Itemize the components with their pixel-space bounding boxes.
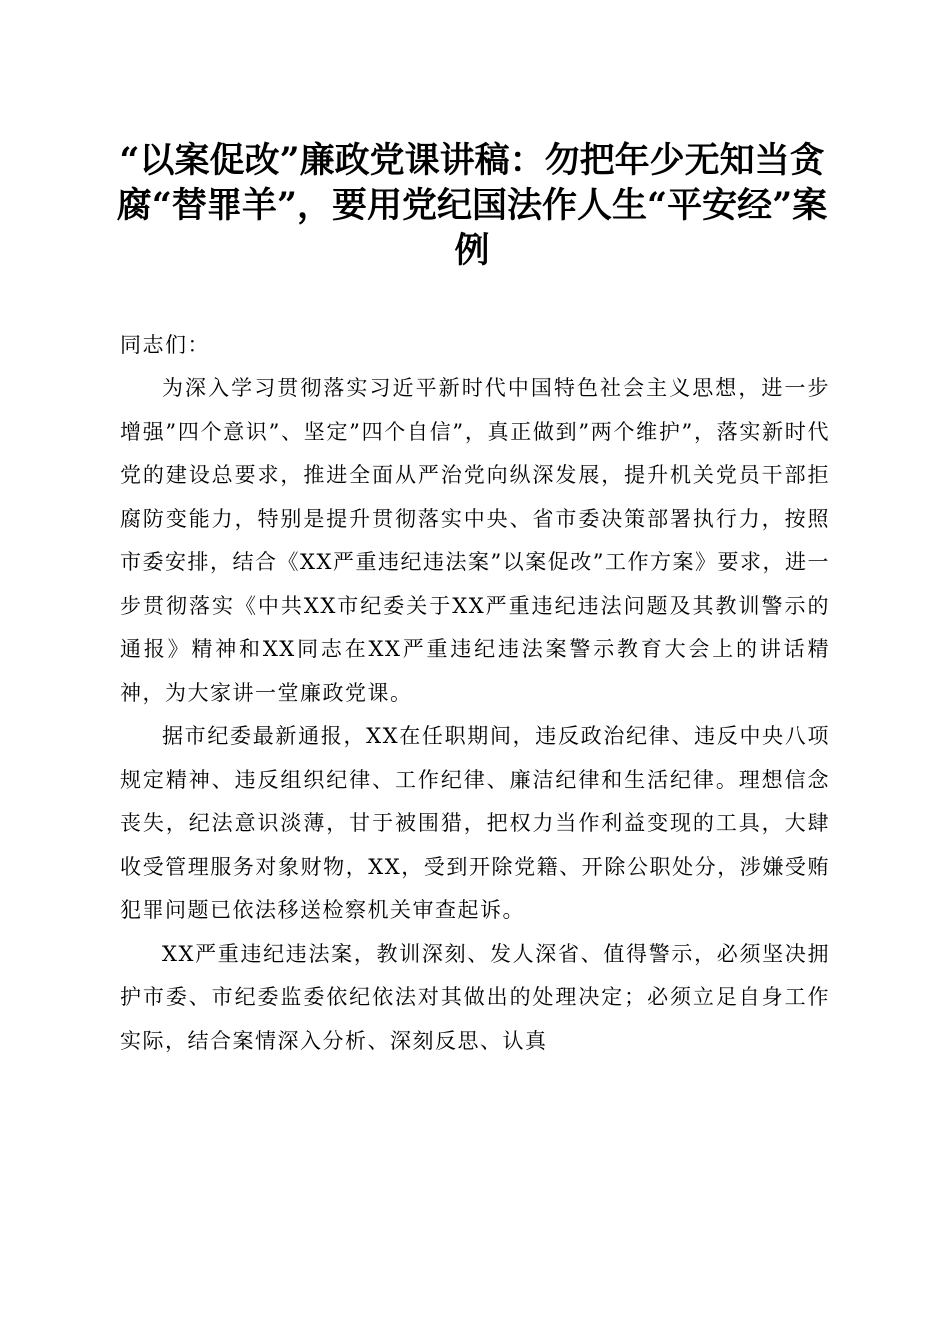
paragraph-intro: 为深入学习贯彻落实习近平新时代中国特色社会主义思想，进一步增强”四个意识”、坚定”四个自信”，真正做到”两个维护”，落实新时代党的建设总要求，推进全面从严治党向纵深发展，提升机关党员干部拒腐防变能力，特别是提升贯彻落实中央、省市委决策部署执行力，按照市委安排，结合《XX严重违纪违法案”以案促改”工作方案》要求，进一步贯彻落实《中共XX市纪委关于XX严重违纪违法问题及其教训警示的通报》精神和XX同志在XX严重违纪违法案警示教育大会上的讲话精神，为大家讲一堂廉政党课。 xyxy=(120,376,830,705)
page-title: “以案促改”廉政党课讲稿：勿把年少无知当贪腐“替罪羊”，要用党纪国法作人生“平安经”案例 xyxy=(116,140,828,271)
salutation: 同志们： xyxy=(120,333,210,357)
paragraph-case-report: 据市纪委最新通报，XX在任职期间，违反政治纪律、违反中央八项规定精神、违反组织纪律、工作纪律、廉洁纪律和生活纪律。理想信念丧失，纪法意识淡薄，甘于被围猎，把权力当作利益变现的工具，大肆收受管理服务对象财物，XX，受到开除党籍、开除公职处分，涉嫌受贿犯罪问题已依法移送检察机关审查起诉。 xyxy=(120,724,830,922)
paragraph-lessons: XX严重违纪违法案，教训深刻、发人深省、值得警示，必须坚决拥护市委、市纪委监委依纪依法对其做出的处理决定；必须立足自身工作实际，结合案情深入分析、深刻反思、认真 xyxy=(120,941,830,1053)
document-body xyxy=(120,367,830,1063)
